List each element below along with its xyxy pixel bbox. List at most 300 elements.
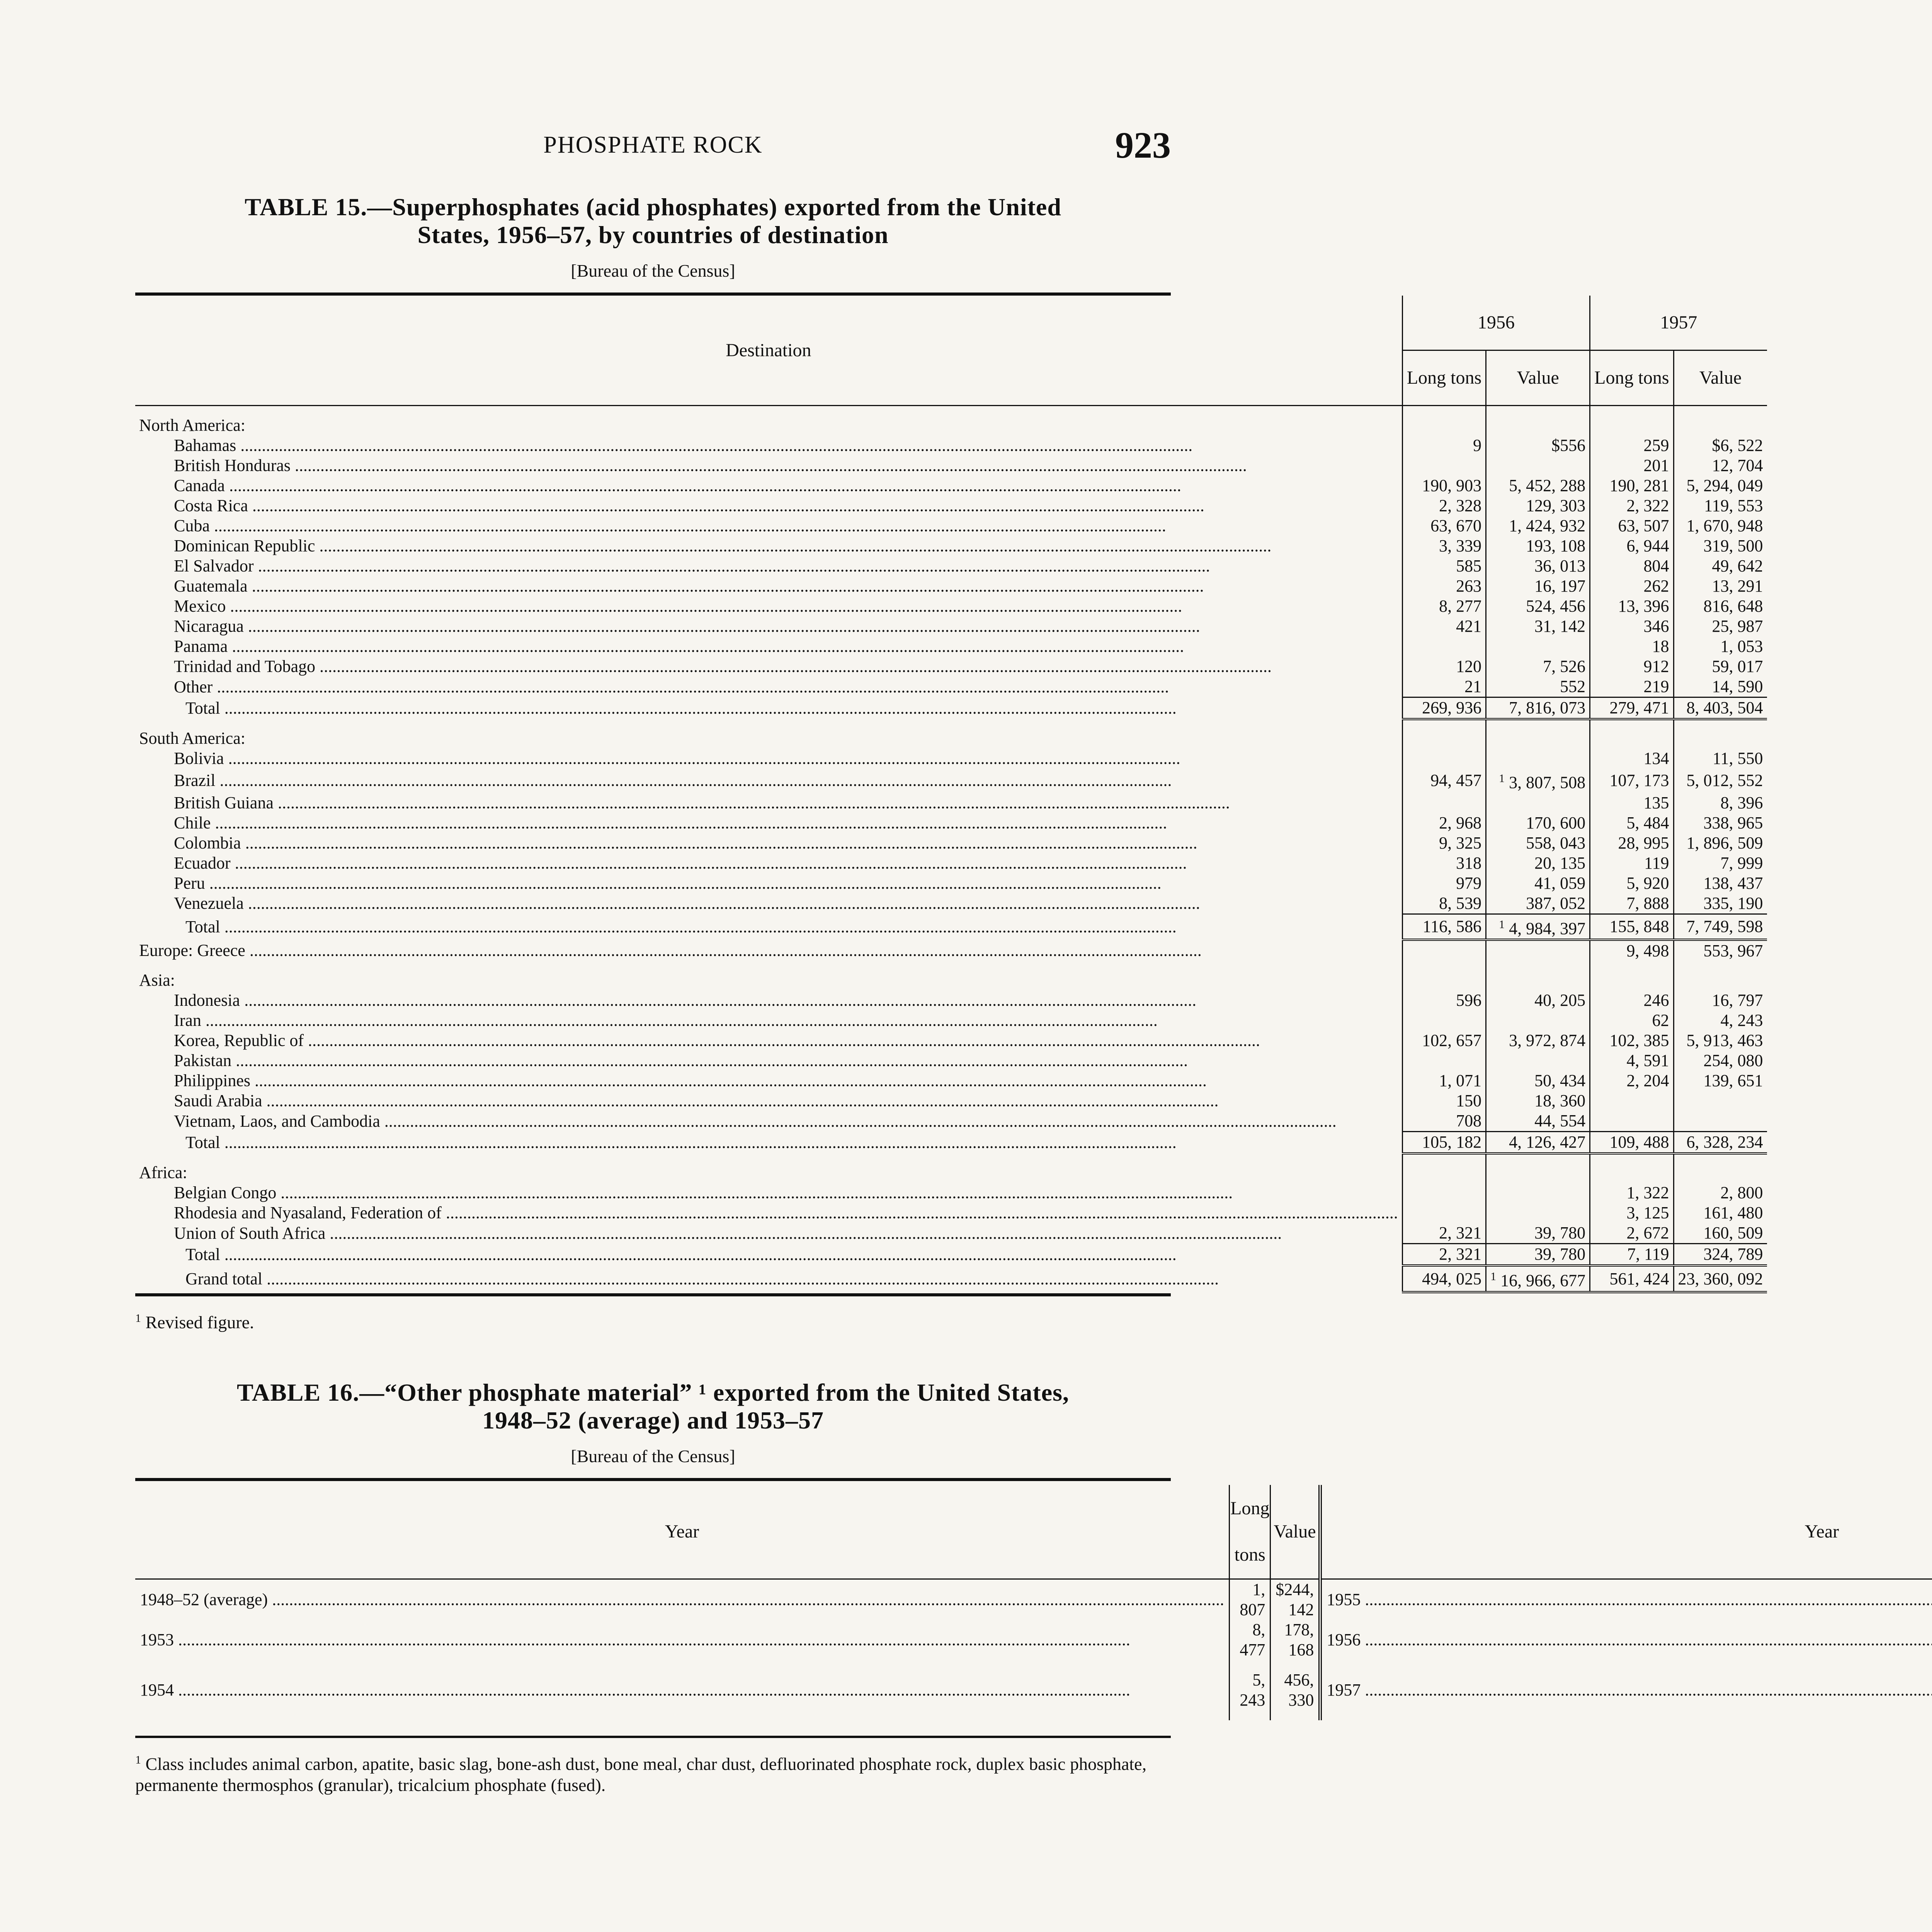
value-v56: 31, 142 xyxy=(1534,617,1586,636)
value-t56: 2, 328 xyxy=(1439,496,1482,515)
cell-v56 xyxy=(1486,1010,1590,1031)
value-t57: 18 xyxy=(1652,637,1669,656)
destination-name: Nicaragua ..... xyxy=(135,616,1402,636)
table-row xyxy=(135,1203,1767,1223)
tons-left: 8, 477 xyxy=(1230,1620,1270,1660)
value-t57: 109, 488 xyxy=(1609,1133,1669,1152)
destination-name: Pakistan ..... xyxy=(135,1051,1402,1071)
destination-name: Cuba ..... xyxy=(135,516,1402,536)
value-t56: 2, 321 xyxy=(1439,1223,1482,1243)
cell-v57 xyxy=(1673,697,1767,719)
value-v57: 8, 396 xyxy=(1720,793,1763,812)
footnote-ref: 1 xyxy=(1499,772,1505,785)
cell-t57 xyxy=(1590,1244,1673,1266)
value-t57: 28, 995 xyxy=(1618,833,1669,852)
group-label: Africa: xyxy=(139,1163,187,1182)
cell-v56 xyxy=(1486,476,1590,496)
destination-name: Panama ..... xyxy=(135,636,1402,656)
destination-name: Iran ..... xyxy=(135,1010,1402,1031)
table-row xyxy=(135,677,1767,697)
value-v57: 161, 480 xyxy=(1703,1203,1763,1223)
cell-v56 xyxy=(1486,1244,1590,1266)
table-row xyxy=(135,833,1767,853)
cell-v57 xyxy=(1673,516,1767,536)
table-row xyxy=(135,769,1767,793)
value-v57: 8, 403, 504 xyxy=(1686,698,1763,717)
destination-name: Brazil ..... xyxy=(135,769,1402,793)
value-t57: 262 xyxy=(1643,577,1669,595)
cell-v56 xyxy=(1486,1223,1590,1244)
value-t56: 21 xyxy=(1464,677,1482,696)
cell-t57 xyxy=(1590,496,1673,516)
table-row xyxy=(135,748,1767,769)
cell-v57 xyxy=(1673,456,1767,476)
header-year-1957: 1957 xyxy=(1590,296,1767,350)
destination-name: Saudi Arabia ..... xyxy=(135,1091,1402,1111)
value-v57: $6, 522 xyxy=(1712,436,1763,455)
t16-header-year-right: Year xyxy=(1320,1485,1932,1579)
value-t57: 107, 173 xyxy=(1609,771,1669,790)
cell-t56 xyxy=(1402,697,1486,719)
cell-t56 xyxy=(1402,1132,1486,1154)
cell-t57 xyxy=(1590,656,1673,677)
destination-name: Total ..... xyxy=(135,914,1402,940)
table-row xyxy=(135,1031,1767,1051)
value-v57: 14, 590 xyxy=(1712,677,1763,696)
value-t57: 190, 281 xyxy=(1609,476,1669,495)
value-v56: 3, 807, 508 xyxy=(1509,773,1586,792)
value-t56: 105, 182 xyxy=(1422,1133,1482,1152)
table-row xyxy=(135,914,1767,940)
value-t57: 7, 888 xyxy=(1626,893,1669,913)
value-v57: 11, 550 xyxy=(1713,749,1763,768)
table-row xyxy=(135,697,1767,719)
value-v56: 44, 554 xyxy=(1534,1111,1586,1131)
cell-v57 xyxy=(1673,1051,1767,1071)
cell-v56 xyxy=(1486,1265,1590,1292)
table16-source: [Bureau of the Census] xyxy=(571,1446,735,1466)
value-t56: 318 xyxy=(1456,853,1482,872)
value-v57: 1, 896, 509 xyxy=(1686,833,1763,852)
value-v56: 39, 780 xyxy=(1534,1245,1586,1264)
value-t57: 155, 848 xyxy=(1609,917,1669,936)
table-row xyxy=(135,496,1767,516)
t16-header-value-left: Value xyxy=(1270,1485,1320,1579)
value-t56: 116, 586 xyxy=(1422,917,1482,936)
cell-t57 xyxy=(1590,677,1673,697)
value-v56: 1, 424, 932 xyxy=(1509,516,1586,535)
value-t57: 63, 507 xyxy=(1618,516,1669,535)
cell-t57 xyxy=(1590,476,1673,496)
cell-t57 xyxy=(1590,833,1673,853)
running-head-title: PHOSPHATE ROCK xyxy=(543,132,763,158)
destination-name: Rhodesia and Nyasaland, Federation of ..... xyxy=(135,1203,1402,1223)
value-v56: 4, 126, 427 xyxy=(1509,1133,1586,1152)
table16-top-rule xyxy=(135,1478,1171,1481)
value-t56: 979 xyxy=(1456,873,1482,893)
table-row xyxy=(135,1660,1932,1720)
footnote-text: Revised figure. xyxy=(145,1312,254,1332)
cell-v57 xyxy=(1673,940,1767,961)
destination-name: Ecuador ..... xyxy=(135,853,1402,873)
cell-v57 xyxy=(1673,1203,1767,1223)
group-header-row xyxy=(135,719,1767,748)
value-v57: 23, 360, 092 xyxy=(1678,1269,1763,1288)
value-v57: 816, 648 xyxy=(1703,597,1763,616)
cell-v57 xyxy=(1673,476,1767,496)
table-row xyxy=(135,1111,1767,1132)
value-v57: 1, 053 xyxy=(1720,637,1763,656)
cell-v57 xyxy=(1673,636,1767,656)
table15 xyxy=(135,296,1767,1293)
value-t57: 804 xyxy=(1643,556,1669,575)
table-row xyxy=(135,1620,1932,1660)
value-t57: 201 xyxy=(1643,456,1669,475)
table-row xyxy=(135,1051,1767,1071)
empty-cell xyxy=(1486,961,1590,990)
cell-t57 xyxy=(1590,516,1673,536)
group-label: Asia: xyxy=(139,971,175,990)
cell-v57 xyxy=(1673,1223,1767,1244)
value-v57: 5, 012, 552 xyxy=(1686,771,1763,790)
cell-t56 xyxy=(1402,1223,1486,1244)
cell-t56 xyxy=(1402,496,1486,516)
value-t56: 150 xyxy=(1456,1091,1482,1111)
cell-t57 xyxy=(1590,1132,1673,1154)
t16-header-year-left: Year xyxy=(135,1485,1230,1579)
cell-v56 xyxy=(1486,697,1590,719)
destination-name: British Honduras ..... xyxy=(135,456,1402,476)
destination-name: Costa Rica ..... xyxy=(135,496,1402,516)
t16-footnote-text: Class includes animal carbon, apatite, basic slag, bone-ash dust, bone meal, char dust, defluorinated phosphate rock, duplex basic phosphate, permanente thermosphos (granular), tricalcium phosphate (fused). xyxy=(135,1754,1147,1795)
cell-t57 xyxy=(1590,873,1673,893)
value-v56: 524, 456 xyxy=(1526,597,1586,616)
footnote-ref: 1 xyxy=(1499,918,1505,931)
table-row xyxy=(135,793,1767,813)
table-row xyxy=(135,656,1767,677)
cell-v57 xyxy=(1673,1265,1767,1292)
table16-body xyxy=(135,1579,1932,1721)
value-t57: 259 xyxy=(1643,436,1669,455)
group-label: North America: xyxy=(139,416,245,435)
cell-t56 xyxy=(1402,833,1486,853)
year-left: 1953 ..... xyxy=(135,1620,1230,1660)
table-row xyxy=(135,536,1767,556)
destination-name: Europe: Greece ..... xyxy=(135,940,1402,961)
table15-top-rule xyxy=(135,293,1171,296)
value-t56: 2, 968 xyxy=(1439,813,1482,832)
cell-v56 xyxy=(1486,833,1590,853)
value-v57: 2, 800 xyxy=(1720,1183,1763,1202)
cell-t56 xyxy=(1402,576,1486,596)
empty-cell xyxy=(1486,406,1590,436)
empty-cell xyxy=(1673,1153,1767,1183)
cell-v57 xyxy=(1673,1132,1767,1154)
table-row xyxy=(135,576,1767,596)
value-t57: 5, 920 xyxy=(1626,873,1669,893)
table-row xyxy=(135,476,1767,496)
cell-v57 xyxy=(1673,536,1767,556)
cell-v57 xyxy=(1673,1071,1767,1091)
table16 xyxy=(135,1485,1932,1720)
cell-t56 xyxy=(1402,1244,1486,1266)
cell-t56 xyxy=(1402,1091,1486,1111)
cell-t56 xyxy=(1402,476,1486,496)
cell-v56 xyxy=(1486,893,1590,914)
value-v56: 16, 966, 677 xyxy=(1500,1271,1586,1290)
value-t57: 62 xyxy=(1652,1011,1669,1030)
value-t56: 1, 071 xyxy=(1439,1071,1482,1090)
table-row xyxy=(135,1010,1767,1031)
cell-v57 xyxy=(1673,576,1767,596)
table16-title-line1: TABLE 16.—“Other phosphate material” ¹ exported from the United States, xyxy=(236,1379,1070,1406)
cell-t57 xyxy=(1590,748,1673,769)
destination-name: Union of South Africa ..... xyxy=(135,1223,1402,1244)
cell-v56 xyxy=(1486,1111,1590,1132)
cell-v57 xyxy=(1673,990,1767,1010)
destination-name: El Salvador ..... xyxy=(135,556,1402,576)
footnote-ref: 1 xyxy=(1490,1270,1497,1283)
destination-name: Dominican Republic ..... xyxy=(135,536,1402,556)
empty-cell xyxy=(1402,1153,1486,1183)
cell-v57 xyxy=(1673,1031,1767,1051)
empty-cell xyxy=(1402,961,1486,990)
value-t56: 269, 936 xyxy=(1422,698,1482,717)
destination-name: Venezuela ..... xyxy=(135,893,1402,914)
table-row xyxy=(135,1579,1932,1620)
destination-name: Other ..... xyxy=(135,677,1402,697)
cell-v56 xyxy=(1486,435,1590,456)
destination-name: Chile ..... xyxy=(135,813,1402,833)
cell-t57 xyxy=(1590,697,1673,719)
running-head xyxy=(135,116,1171,170)
cell-v57 xyxy=(1673,769,1767,793)
destination-name: Vietnam, Laos, and Cambodia ..... xyxy=(135,1111,1402,1132)
table15-bottom-rule xyxy=(135,1293,1171,1296)
table-row xyxy=(135,1091,1767,1111)
value-v57: 7, 999 xyxy=(1720,853,1763,872)
group-header-row xyxy=(135,961,1767,990)
cell-v56 xyxy=(1486,516,1590,536)
cell-t56 xyxy=(1402,793,1486,813)
cell-v56 xyxy=(1486,556,1590,576)
value-t56: 3, 339 xyxy=(1439,536,1482,555)
cell-t57 xyxy=(1590,556,1673,576)
destination-name: Korea, Republic of ..... xyxy=(135,1031,1402,1051)
cell-t57 xyxy=(1590,1031,1673,1051)
cell-v56 xyxy=(1486,677,1590,697)
cell-v56 xyxy=(1486,769,1590,793)
value-v57: 7, 749, 598 xyxy=(1686,917,1763,936)
value-v56: 5, 452, 288 xyxy=(1509,476,1586,495)
table-row xyxy=(135,556,1767,576)
value-v57: 25, 987 xyxy=(1712,617,1763,636)
value-v57: 59, 017 xyxy=(1712,657,1763,676)
t16-footnote-mark: 1 xyxy=(135,1753,141,1767)
destination-name: Total ..... xyxy=(135,697,1402,719)
table-row xyxy=(135,1071,1767,1091)
table-row xyxy=(135,456,1767,476)
cell-t56 xyxy=(1402,1183,1486,1203)
value-v57: 119, 553 xyxy=(1704,496,1763,515)
empty-cell xyxy=(1590,961,1673,990)
cell-t56 xyxy=(1402,1010,1486,1031)
cell-v56 xyxy=(1486,596,1590,616)
cell-v56 xyxy=(1486,1091,1590,1111)
value-v56: 4, 984, 397 xyxy=(1509,919,1586,938)
header-year-1956: 1956 xyxy=(1402,296,1590,350)
table-row xyxy=(135,516,1767,536)
value-v57: 319, 500 xyxy=(1703,536,1763,555)
table-row xyxy=(135,616,1767,636)
group-label: South America: xyxy=(139,729,245,748)
cell-v56 xyxy=(1486,576,1590,596)
cell-t56 xyxy=(1402,456,1486,476)
cell-t57 xyxy=(1590,914,1673,940)
header-destination: Destination xyxy=(135,296,1402,406)
value-v57: 138, 437 xyxy=(1703,873,1763,893)
table-row xyxy=(135,636,1767,656)
value-t57: 246 xyxy=(1643,991,1669,1010)
cell-t56 xyxy=(1402,1265,1486,1292)
value-t57: 1, 322 xyxy=(1626,1183,1669,1202)
value-v56: 16, 197 xyxy=(1534,577,1586,595)
cell-v56 xyxy=(1486,793,1590,813)
cell-t56 xyxy=(1402,435,1486,456)
table-row xyxy=(135,813,1767,833)
table-row xyxy=(135,853,1767,873)
value-v57: 1, 670, 948 xyxy=(1686,516,1763,535)
cell-v57 xyxy=(1673,1244,1767,1266)
cell-v56 xyxy=(1486,656,1590,677)
cell-t57 xyxy=(1590,636,1673,656)
cell-v57 xyxy=(1673,893,1767,914)
table-row xyxy=(135,1244,1767,1266)
cell-v56 xyxy=(1486,990,1590,1010)
cell-v56 xyxy=(1486,616,1590,636)
value-v57: 160, 509 xyxy=(1703,1223,1763,1243)
cell-t57 xyxy=(1590,1051,1673,1071)
cell-t57 xyxy=(1590,1010,1673,1031)
destination-name: Canada ..... xyxy=(135,476,1402,496)
empty-cell xyxy=(1673,719,1767,748)
cell-t56 xyxy=(1402,1031,1486,1051)
value-v57: 12, 704 xyxy=(1712,456,1763,475)
cell-t56 xyxy=(1402,1051,1486,1071)
value-v56: 170, 600 xyxy=(1526,813,1586,832)
table-row xyxy=(135,1183,1767,1203)
value-t56: 596 xyxy=(1456,991,1482,1010)
destination-name: Guatemala ..... xyxy=(135,576,1402,596)
destination-name: Grand total ..... xyxy=(135,1265,1402,1292)
cell-v57 xyxy=(1673,914,1767,940)
year-right: 1955 ..... xyxy=(1320,1579,1932,1620)
cell-v57 xyxy=(1673,853,1767,873)
destination-name: Trinidad and Tobago ..... xyxy=(135,656,1402,677)
cell-t56 xyxy=(1402,1071,1486,1091)
cell-t56 xyxy=(1402,893,1486,914)
cell-v56 xyxy=(1486,748,1590,769)
value-t57: 6, 944 xyxy=(1626,536,1669,555)
destination-name: Mexico ..... xyxy=(135,596,1402,616)
cell-v57 xyxy=(1673,496,1767,516)
value-t57: 119 xyxy=(1644,853,1669,872)
table-row xyxy=(135,1265,1767,1292)
cell-v57 xyxy=(1673,616,1767,636)
cell-v57 xyxy=(1673,873,1767,893)
cell-t57 xyxy=(1590,435,1673,456)
value-t56: 8, 277 xyxy=(1439,597,1482,616)
cell-t57 xyxy=(1590,853,1673,873)
cell-t57 xyxy=(1590,456,1673,476)
table15-body xyxy=(135,406,1767,1292)
value-v57: 49, 642 xyxy=(1712,556,1763,575)
cell-v57 xyxy=(1673,1010,1767,1031)
destination-name: Indonesia ..... xyxy=(135,990,1402,1010)
empty-cell xyxy=(1590,719,1673,748)
value-t56: 102, 657 xyxy=(1422,1031,1482,1050)
cell-t57 xyxy=(1590,1111,1673,1132)
value-t56: 585 xyxy=(1456,556,1482,575)
cell-v56 xyxy=(1486,1203,1590,1223)
value-v57: 13, 291 xyxy=(1712,577,1763,595)
value-v56: 193, 108 xyxy=(1526,536,1586,555)
year-right: 1956 ..... xyxy=(1320,1620,1932,1660)
cell-v57 xyxy=(1673,833,1767,853)
empty-cell xyxy=(1590,1153,1673,1183)
tons-left: 5, 243 xyxy=(1230,1660,1270,1720)
value-t57: 3, 125 xyxy=(1626,1203,1669,1223)
value-t57: 102, 385 xyxy=(1609,1031,1669,1050)
year-left: 1954 ..... xyxy=(135,1660,1230,1720)
cell-t56 xyxy=(1402,813,1486,833)
cell-v56 xyxy=(1486,536,1590,556)
value-v56: 7, 526 xyxy=(1543,657,1586,676)
value-v56: 552 xyxy=(1560,677,1586,696)
value-t56: 120 xyxy=(1456,657,1482,676)
cell-v57 xyxy=(1673,1091,1767,1111)
value-t56: 708 xyxy=(1456,1111,1482,1131)
table15-title-line2: States, 1956–57, by countries of destination xyxy=(417,221,889,248)
value-t56: 9 xyxy=(1473,436,1482,455)
cell-v57 xyxy=(1673,656,1767,677)
destination-name: Colombia ..... xyxy=(135,833,1402,853)
value-v56: 41, 059 xyxy=(1534,873,1586,893)
cell-v57 xyxy=(1673,596,1767,616)
value-v56: 558, 043 xyxy=(1526,833,1586,852)
value-v56: 129, 303 xyxy=(1526,496,1586,515)
cell-t56 xyxy=(1402,990,1486,1010)
table15-title xyxy=(135,193,1171,249)
table-row xyxy=(135,1223,1767,1244)
cell-t56 xyxy=(1402,873,1486,893)
t16-header-tons-left: Long tons xyxy=(1230,1485,1270,1579)
header-value-1956: Value xyxy=(1486,350,1590,406)
table16-title-line2: 1948–52 (average) and 1953–57 xyxy=(482,1406,824,1434)
cell-v56 xyxy=(1486,1071,1590,1091)
table-row xyxy=(135,596,1767,616)
value-t57: 2, 672 xyxy=(1626,1223,1669,1243)
page-number: 923 xyxy=(1115,124,1171,166)
empty-cell xyxy=(1402,719,1486,748)
value-v57: 335, 190 xyxy=(1703,893,1763,913)
value-t56: 63, 670 xyxy=(1430,516,1482,535)
value-v56: 39, 780 xyxy=(1534,1223,1586,1243)
cell-t56 xyxy=(1402,636,1486,656)
cell-t57 xyxy=(1590,576,1673,596)
value-v57: 254, 080 xyxy=(1703,1051,1763,1070)
cell-t56 xyxy=(1402,940,1486,961)
